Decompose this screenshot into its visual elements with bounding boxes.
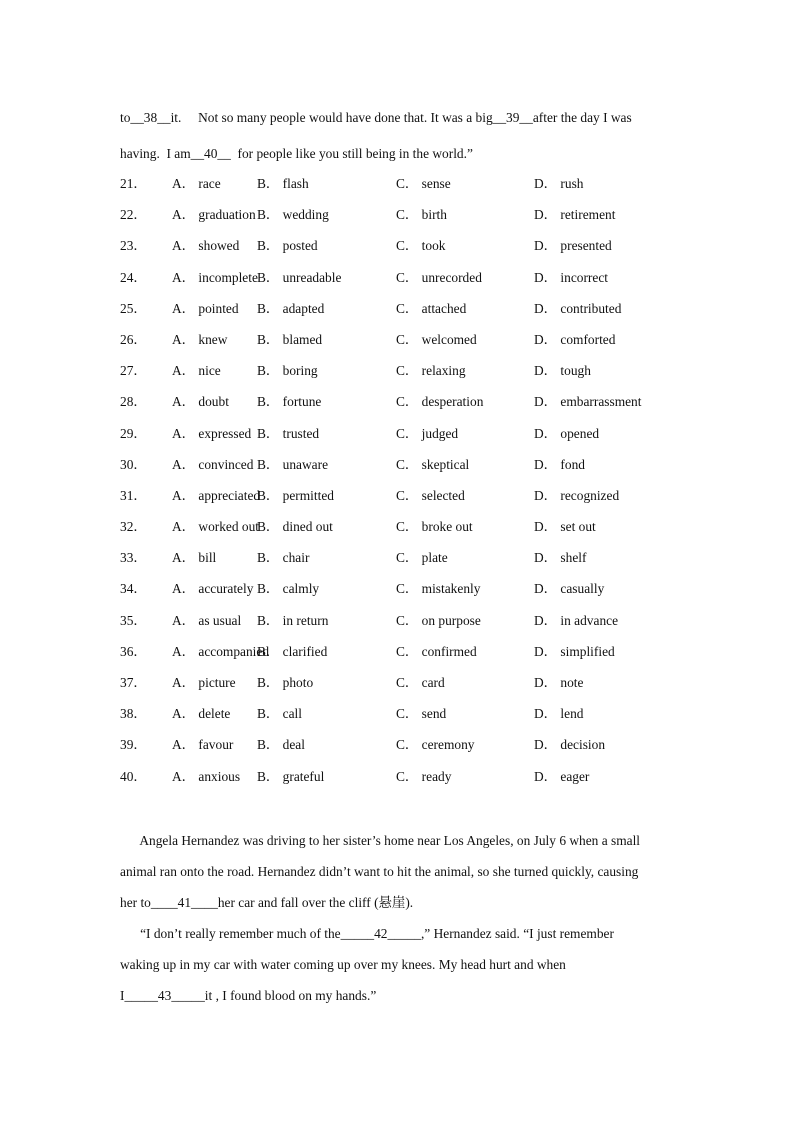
option-b: B． fortune [257, 394, 322, 410]
option-b: B． permitted [257, 487, 334, 503]
question-number: 31． [120, 487, 147, 503]
option-c: C． took [396, 238, 446, 254]
option-c: C． skeptical [396, 456, 470, 472]
question-number: 35． [120, 612, 147, 628]
option-b: B． flash [257, 176, 309, 191]
option-c: C． judged [396, 425, 459, 441]
option-a: A． graduation [172, 207, 256, 223]
option-d: D． in advance [534, 612, 619, 628]
passage-line-2: animal ran onto the road. Hernandez didn’t want to hit the animal, so she turned quickly, causing [120, 864, 639, 879]
option-b: B． posted [257, 238, 318, 254]
question-number: 27． [120, 363, 147, 379]
option-c: C． on purpose [396, 612, 481, 628]
option-d: D． eager [534, 768, 590, 784]
option-a: A． doubt [172, 394, 229, 410]
option-d: D． contributed [534, 300, 622, 316]
intro-line-1: to__38__it. Not so many people would have done that. It was a big__39__after the day I was [120, 110, 632, 125]
question-number: 28． [120, 394, 147, 410]
option-b: B． boring [257, 363, 318, 379]
option-a: A． worked out [172, 519, 260, 535]
option-d: D． lend [534, 706, 584, 722]
option-d: D． presented [534, 238, 612, 254]
option-d: D． rush [534, 176, 584, 191]
question-number: 21． [120, 176, 147, 191]
option-a: A． nice [172, 363, 221, 379]
intro-line-2: having. I am__40__ for people like you still being in the world.” [120, 146, 473, 161]
option-b: B． blamed [257, 331, 323, 347]
option-c: C． desperation [396, 394, 484, 410]
option-d: D． tough [534, 363, 591, 379]
question-number: 34． [120, 581, 147, 597]
option-d: D． shelf [534, 550, 587, 566]
option-a: A． knew [172, 331, 228, 347]
option-d: D． retirement [534, 207, 616, 223]
option-d: D． recognized [534, 487, 620, 503]
option-c: C． attached [396, 300, 467, 316]
option-d: D． simplified [534, 643, 615, 659]
option-a: A． as usual [172, 612, 242, 628]
option-b: B． wedding [257, 207, 329, 223]
option-b: B． grateful [257, 768, 325, 784]
option-b: B． photo [257, 675, 314, 690]
option-b: B． in return [257, 612, 329, 628]
option-b: B． deal [257, 737, 305, 753]
option-c: C． welcomed [396, 331, 477, 347]
option-b: B． adapted [257, 300, 325, 316]
option-c: C． mistakenly [396, 581, 481, 597]
question-number: 23． [120, 238, 147, 254]
option-c: C． birth [396, 207, 447, 223]
option-b: B． clarified [257, 643, 328, 659]
option-a: A． race [172, 176, 221, 191]
option-b: B． unaware [257, 456, 329, 472]
option-b: B． chair [257, 550, 310, 566]
option-c: C． broke out [396, 519, 473, 535]
question-number: 22． [120, 207, 147, 223]
question-number: 32． [120, 519, 147, 535]
option-a: A． anxious [172, 768, 241, 784]
question-number: 37． [120, 675, 147, 690]
option-b: B． calmly [257, 581, 320, 597]
question-number: 24． [120, 269, 147, 285]
option-a: A． favour [172, 737, 234, 753]
passage-line-6: I_____43_____it , I found blood on my hands.” [120, 988, 377, 1003]
passage-line-5: waking up in my car with water coming up over my knees. My head hurt and when [120, 957, 566, 972]
option-d: D． decision [534, 737, 606, 753]
question-number: 39． [120, 737, 147, 753]
option-d: D． note [534, 675, 584, 690]
question-number: 36． [120, 643, 147, 659]
option-a: A． accurately [172, 581, 254, 597]
option-a: A． convinced [172, 456, 254, 472]
option-b: B． unreadable [257, 269, 342, 285]
question-number: 30． [120, 456, 147, 472]
option-a: A． showed [172, 238, 240, 254]
option-c: C． card [396, 675, 445, 690]
option-b: B． trusted [257, 425, 320, 441]
option-c: C． unrecorded [396, 269, 482, 285]
option-b: B． dined out [257, 519, 333, 535]
option-a: A． incomplete [172, 269, 258, 285]
option-a: A． delete [172, 706, 231, 722]
option-c: C． plate [396, 550, 448, 566]
passage-line-3: her to____41____her car and fall over the cliff (悬崖). [120, 895, 414, 910]
passage-line-4: “I don’t really remember much of the_____42_____,” Hernandez said. “I just remember [120, 926, 614, 941]
question-number: 38． [120, 706, 147, 722]
option-a: A． picture [172, 675, 236, 690]
option-c: C． selected [396, 487, 465, 503]
option-c: C． ready [396, 768, 452, 784]
option-a: A． accompanied [172, 643, 270, 659]
option-d: D． comforted [534, 331, 616, 347]
option-c: C． confirmed [396, 643, 477, 659]
option-d: D． incorrect [534, 269, 608, 285]
question-number: 29． [120, 425, 147, 441]
passage-line-1: Angela Hernandez was driving to her sister’s home near Los Angeles, on July 6 when a small [120, 833, 641, 848]
option-d: D． casually [534, 581, 605, 597]
option-a: A． pointed [172, 300, 239, 316]
option-a: A． expressed [172, 425, 252, 441]
option-d: D． embarrassment [534, 394, 642, 410]
option-c: C． send [396, 706, 447, 722]
option-d: D． set out [534, 519, 596, 535]
option-c: C． sense [396, 176, 451, 191]
question-number: 26． [120, 331, 147, 347]
option-c: C． ceremony [396, 737, 475, 753]
option-d: D． fond [534, 456, 585, 472]
option-b: B． call [257, 706, 302, 722]
question-number: 40． [120, 768, 147, 784]
option-c: C． relaxing [396, 363, 466, 379]
question-number: 33． [120, 550, 147, 566]
option-a: A． appreciated [172, 487, 261, 503]
option-a: A． bill [172, 550, 217, 566]
option-d: D． opened [534, 425, 600, 441]
question-number: 25． [120, 300, 147, 316]
